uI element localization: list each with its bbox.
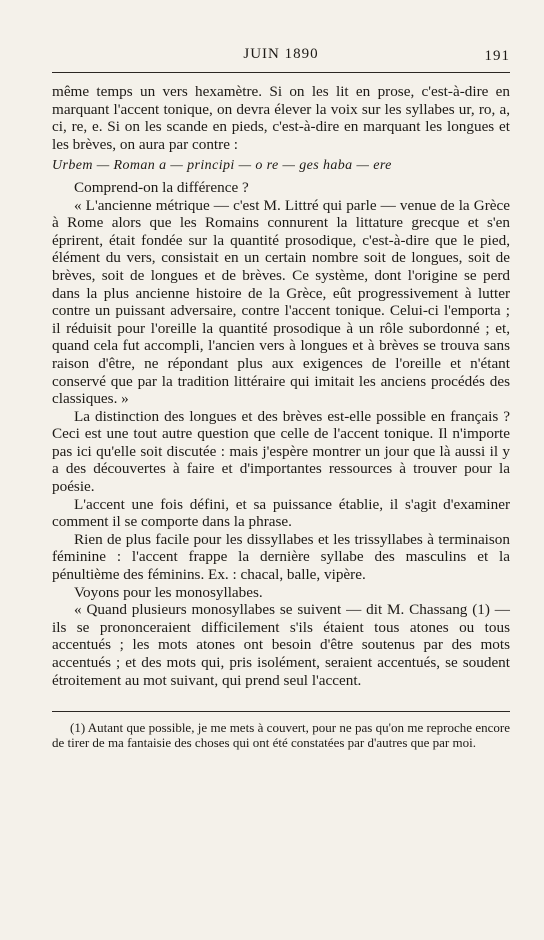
scanned-verse: Urbem — Roman a — principi — o re — ges haba — ere [52,158,392,174]
page-header [52,42,510,64]
paragraph: La distinction des longues et des brèves est-elle possible en français ? Ceci est une tout autre question que celle de l'accent tonique. Il n'importe pas ici qu'elle soit discutée : mais j'espère montrer un jour que là aussi il y a des découvertes à faire et d'importantes ressources à trouver pour la poésie. [52,407,510,496]
paragraph: même temps un vers hexamètre. Si on les lit en prose, c'est-à-dire en marquant l'accent tonique, on devra élever la voix sur les syllabes ur, ro, a, ci, re, e. Si on les scande en pieds, c'est-à-dire en marquant les longues et les brèves, on aura par contre : [52,83,510,153]
footnote: (1) Autant que possible, je me mets à couvert, pour ne pas qu'on me reproche encore de tirer de ma fantaisie des choses qui ont été constatées par d'autres que par moi. [52,720,510,751]
footnote-rule [52,711,510,712]
page-number: 191 [484,48,510,64]
paragraph: Voyons pour les monosyllabes. [74,583,263,601]
header-rule [52,72,510,73]
paragraph: L'accent une fois défini, et sa puissance établie, il s'agit d'examiner comment il se comporte dans la phrase. [52,495,510,531]
quotation-paragraph: « L'ancienne métrique — c'est M. Littré qui parle — venue de la Grèce à Rome alors que les Romains connurent la littature grecque et s'en éprirent, était fondée sur la quantité prosodique, c'est-à-dire que le pied, élément du vers, consistait en un certain nombre soit de longues, soit de brèves, soit de longues et de brèves. Ce système, dont l'origine se perd dans la plus ancienne histoire de la Grèce, eût progressivement à lutter contre un puissant adversaire, contre l'accent tonique. Celui-ci l'emporta ; il réduisit pour l'oreille la quantité prosodique à un rôle subordonné ; et, quand cela fut accompli, l'ancien vers à longues et à brèves se trouva sans raison d'être, ne répondant plus aux exigences de l'oreille et n'étant conservé que par la tradition littéraire qui imitait les anciens procédés des classiques. » [52,196,510,408]
paragraph: Rien de plus facile pour les dissyllabes et les trissyllabes à terminaison féminine : l'accent frappe la dernière syllabe des masculins et la pénultième des féminins. Ex. : chacal, balle, vipère. [52,530,510,584]
running-title: JUIN 1890 [243,46,319,62]
quotation-paragraph: « Quand plusieurs monosyllabes se suivent — dit M. Chassang (1) — ils se prononceraient difficilement s'ils étaient tous atones ou tous accentués ; les mots atones ont besoin d'être soutenus par des mots accentués ; et des mots qui, pris isolément, seraient accentués, se soudent étroitement au mot suivant, qui prend seul l'accent. [52,601,510,689]
main-text [52,83,510,689]
paragraph: Comprend-on la différence ? [74,178,249,196]
